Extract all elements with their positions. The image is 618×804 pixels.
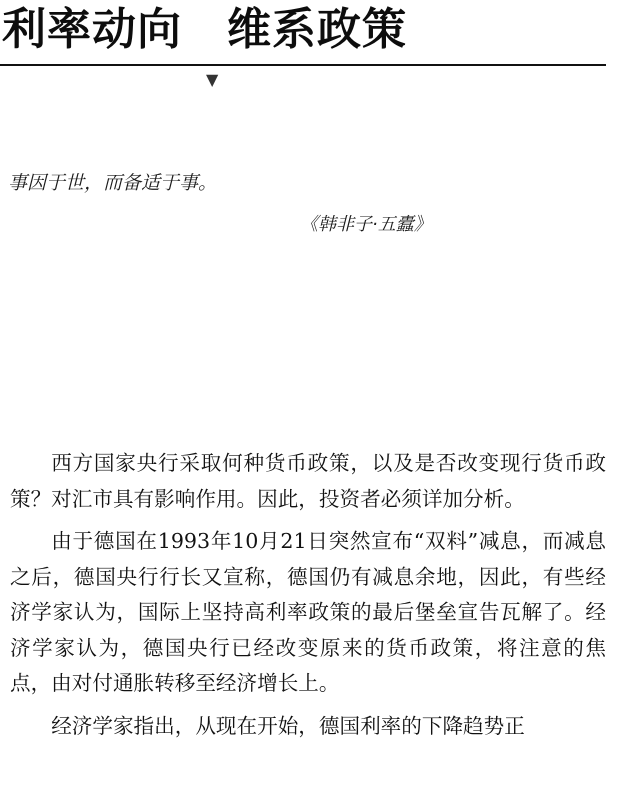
paragraph-3: 经济学家指出，从现在开始，德国利率的下降趋势正 (51, 713, 525, 738)
epigraph-source: 《韩非子·五蠹》 (300, 214, 432, 235)
paragraph-2: 由于德国在1993年10月21日突然宣布“双料”减息，而减息之后，德国央行行长又宣称，德国仍有减息余地，因此，有些经济学家认为，国际上坚持高利率政策的最后堡垒宣告瓦解了。经济学家认为，德国央行已经改变原来的货币政策，将注意的焦点，由对付通胀转移至经济增长上。 (10, 529, 606, 695)
title-rule (0, 64, 606, 66)
epigraph-quote: 事因于世，而备适于事。 (8, 172, 218, 194)
body-text (10, 446, 606, 751)
paragraph-1: 西方国家央行采取何种货币政策，以及是否改变现行货币政策？对汇市具有影响作用。因此，投资者必须详加分析。 (10, 451, 606, 511)
chapter-title: 利率动向 维系政策 (2, 4, 407, 55)
small-triangle-mark: ▼ (206, 70, 219, 89)
